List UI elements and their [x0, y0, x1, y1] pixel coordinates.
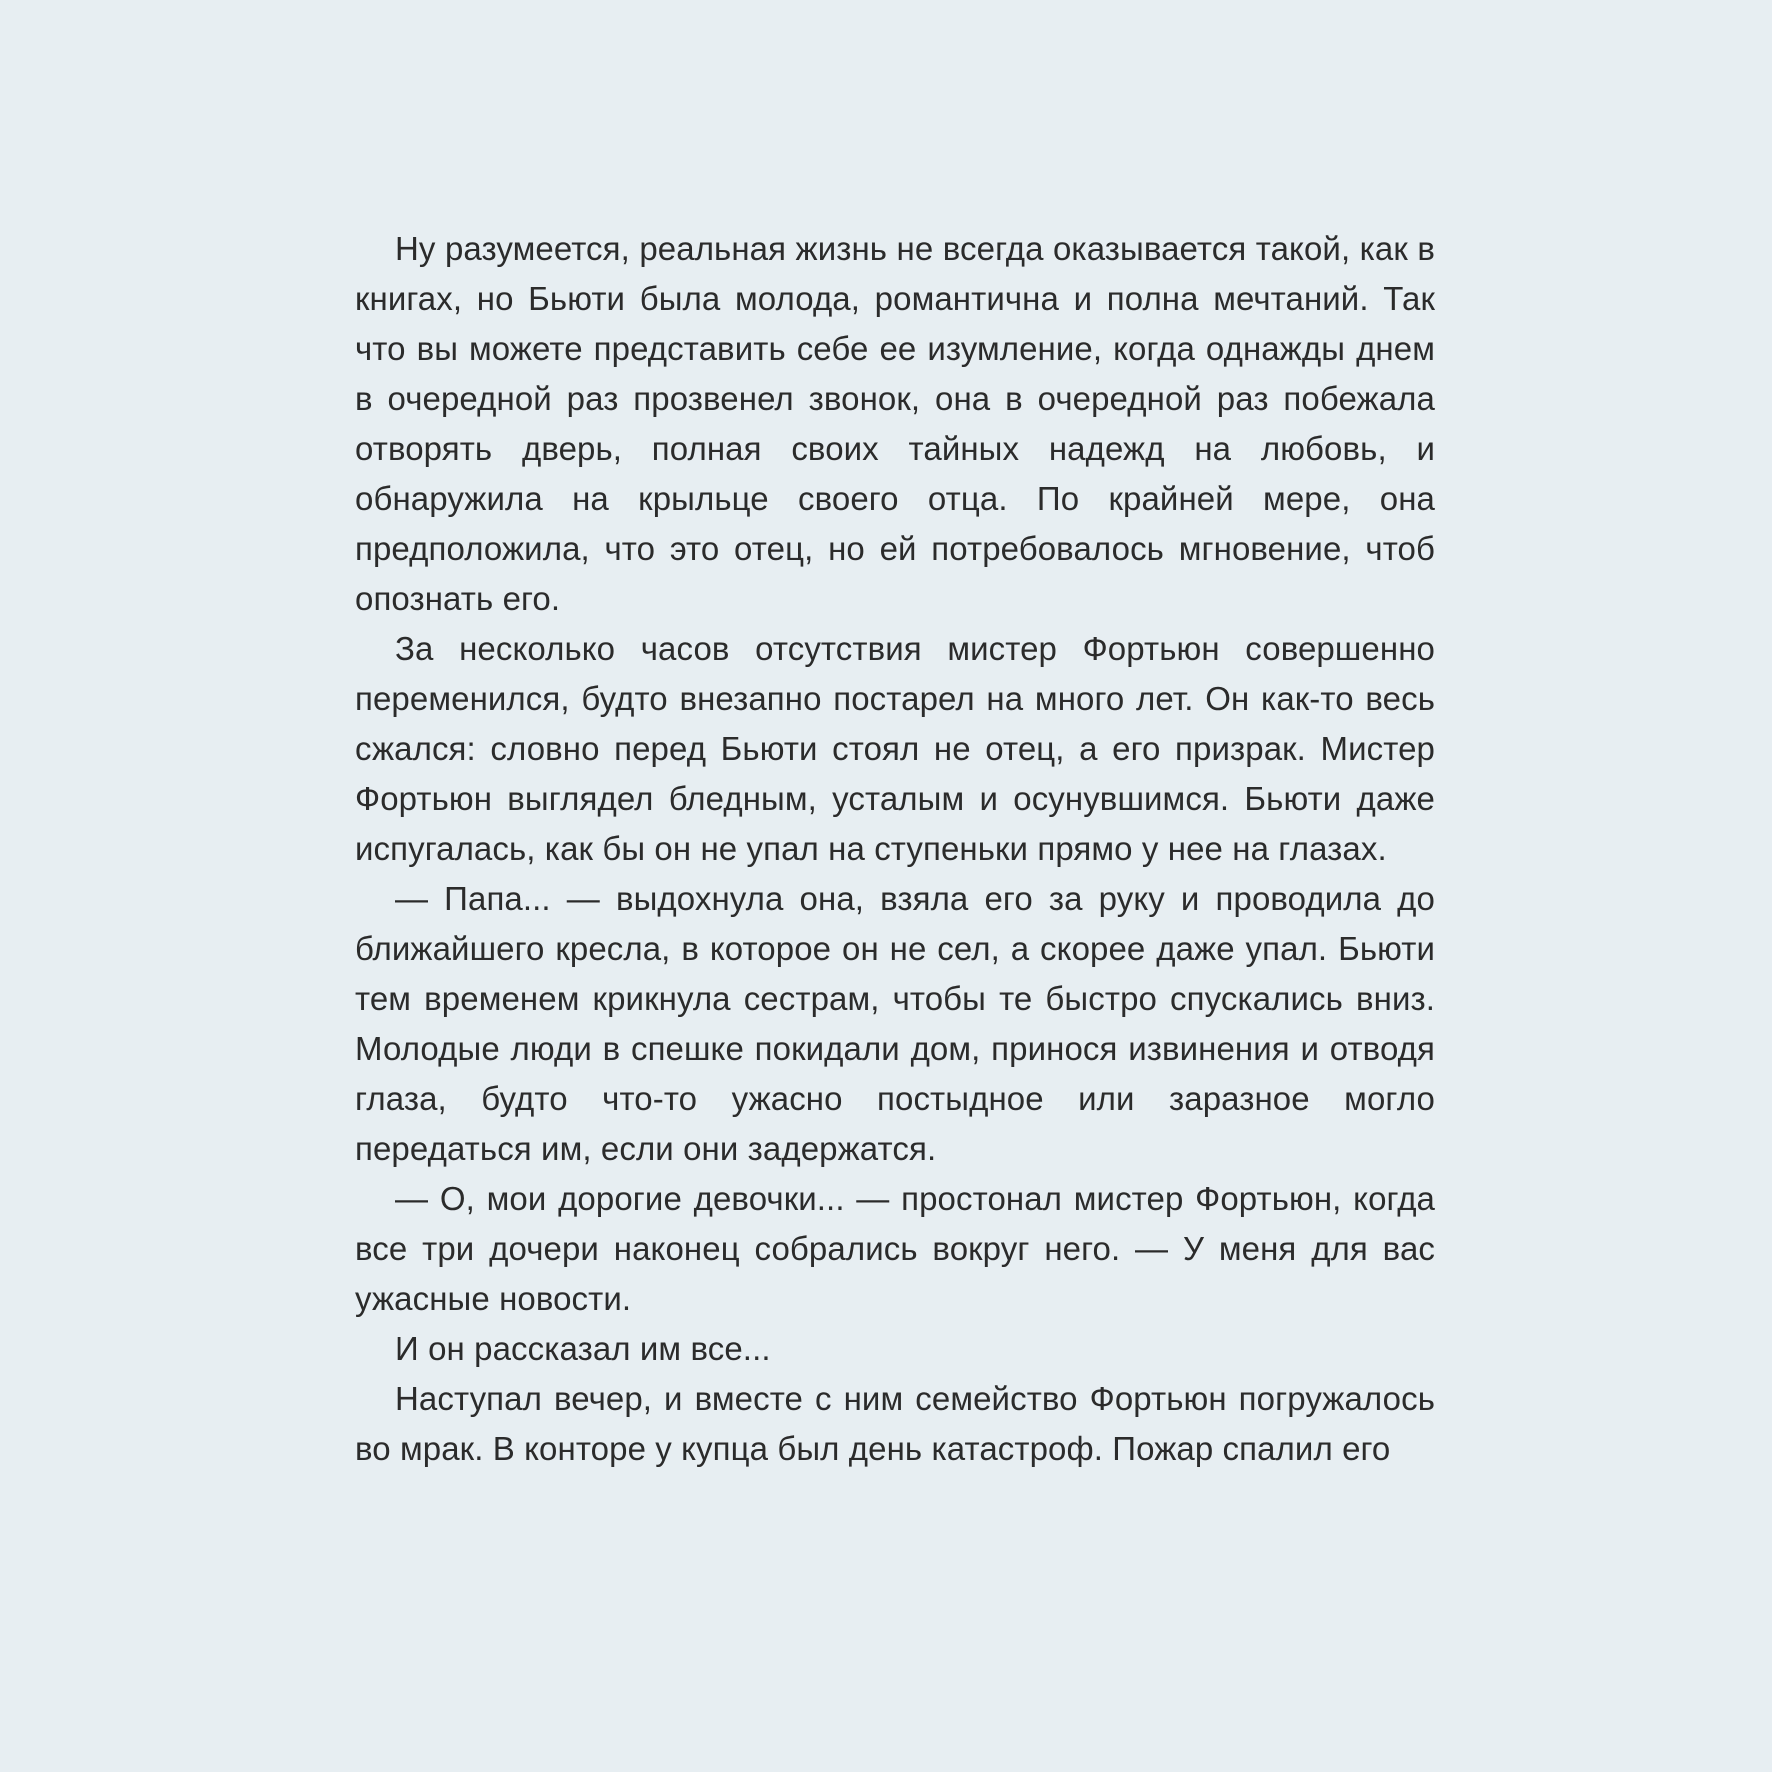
paragraph-1: Ну разумеется, реальная жизнь не всегда оказывается такой, как в книгах, но Бьюти была молода, романтична и полна мечтаний. Так что вы можете представить себе ее изумление, когда однажды днем в очередной раз прозвенел звонок, она в очередной раз побежала отворять дверь, полная своих тайных надежд на любовь, и обнаружила на крыльце своего отца. По крайней мере, она предположила, что это отец, но ей потребовалось мгновение, чтоб опознать его. [355, 230, 1435, 617]
paragraph-6: Наступал вечер, и вместе с ним семейство Фортьюн погружалось во мрак. В конторе у купца был день катастроф. Пожар спалил его [355, 1380, 1435, 1467]
paragraph-3: — Папа... — выдохнула она, взяла его за руку и проводила до ближайшего кресла, в которое он не сел, а скорее даже упал. Бьюти тем временем крикнула сестрам, чтобы те быстро спускались вниз. Молодые люди в спешке покидали дом, принося извинения и отводя глаза, будто что-то ужасно постыдное или заразное могло передаться им, если они задержатся. [355, 880, 1435, 1167]
body-text [355, 224, 1435, 1474]
paragraph-2: За несколько часов отсутствия мистер Фортьюн совершенно переменился, будто внезапно постарел на много лет. Он как-то весь сжался: словно перед Бьюти стоял не отец, а его призрак. Мистер Фортьюн выглядел бледным, усталым и осунувшимся. Бьюти даже испугалась, как бы он не упал на ступеньки прямо у нее на глазах. [355, 630, 1435, 867]
paragraph-5: И он рассказал им все... [395, 1330, 771, 1367]
paragraph-4: — О, мои дорогие девочки... — простонал мистер Фортьюн, когда все три дочери наконец собрались вокруг него. — У меня для вас ужасные новости. [355, 1180, 1435, 1317]
